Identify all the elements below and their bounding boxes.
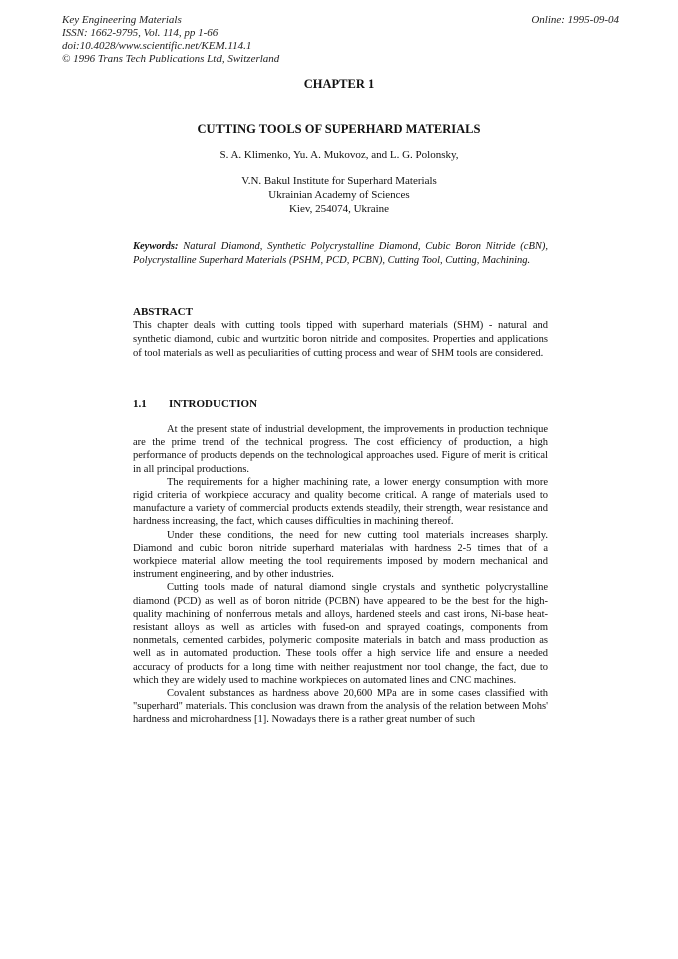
affiliation — [0, 174, 678, 216]
paragraph: Under these conditions, the need for new cutting tool materials increases sharply. Diamond and cubic boron nitride superhard materialas with hardness 2-5 times that of a workpiece material allow meeting the tool requirements imposed by modern mechanical and instrument engineering, and by other industries. — [133, 529, 548, 581]
paragraph: Covalent substances as hardness above 20,600 MPa are in some cases classified with "superhard" materials. This conclusion was drawn from the analysis of the relation between Mohs' hardness and microhardness [1]. Nowadays there is a rather great number of such — [133, 688, 548, 726]
abstract-text: This chapter deals with cutting tools tipped with superhard materials (SHM) - natural and synthetic diamond, cubic and wurtzitic boron nitride and composites. Properties and applications of tool materials as well as peculiarities of cutting process and wear of SHM tools are considered. — [133, 320, 548, 359]
paragraph: Cutting tools made of natural diamond single crystals and synthetic polycrystalline diamond (PCD) as well as of boron nitride (PCBN) have appeared to be the best for the high-quality machining of nonferrous metals and alloys, hardened steels and cast irons, Ni-base heat-resistant alloys as well as articles with fused-on and sprayed coatings, components from nonmetals, cemented carbides, polymeric composite materials in batch and mass production as well as in automated production. These tools offer a high service life and ensure a needed accuracy of products for a long time with neither reajustment nor tool change, the fact, due to which they are widely used to machine workpieces on automated lines and CNC machines. — [133, 582, 548, 686]
paragraph: The requirements for a higher machining rate, a lower energy consumption with more rigid criteria of workpiece accuracy and quality become critical. A range of materials used to manufacture a variety of commercial products extends steadily, their strength, wear resistance and hardness increasing, the fact, which causes difficulties in machining thereof. — [133, 476, 548, 528]
doi-line: doi:10.4028/www.scientific.net/KEM.114.1 — [62, 40, 252, 52]
paragraph: At the present state of industrial development, the improvements in production technique are the prime trend of the technical progress. The cost efficiency of production, a high performance of products depends on the technological approaches used. Figure of merit is critical in all principal productions. — [133, 424, 548, 475]
chapter-label: CHAPTER 1 — [303, 77, 375, 91]
introduction-body — [133, 423, 548, 727]
issn-line: ISSN: 1662-9795, Vol. 114, pp 1-66 — [62, 27, 219, 39]
paper-title: CUTTING TOOLS OF SUPERHARD MATERIALS — [197, 122, 481, 136]
online-date: Online: 1995-09-04 — [531, 14, 619, 26]
affiliation-line-3: Kiev, 254074, Ukraine — [288, 203, 390, 215]
keywords-label: Keywords: — [133, 241, 179, 252]
keywords-text: Natural Diamond, Synthetic Polycrystalline Diamond, Cubic Boron Nitride (cBN), Polycrystalline Superhard Materials (PSHM, PCD, PCBN), Cutting Tool, Cutting, Machining. — [133, 241, 549, 266]
affiliation-line-1: V.N. Bakul Institute for Superhard Materials — [241, 175, 437, 187]
section-title: INTRODUCTION — [169, 398, 258, 410]
keywords — [133, 240, 548, 268]
section-number: 1.1 — [133, 398, 147, 410]
authors: S. A. Klimenko, Yu. A. Mukovoz, and L. G. Polonsky, — [219, 149, 459, 161]
abstract-heading: ABSTRACT — [133, 306, 193, 318]
copyright-line: © 1996 Trans Tech Publications Ltd, Switzerland — [62, 53, 280, 65]
affiliation-line-2: Ukrainian Academy of Sciences — [268, 189, 410, 201]
citation-header — [62, 14, 279, 66]
journal-name: Key Engineering Materials — [62, 14, 182, 26]
section-heading — [133, 398, 257, 410]
